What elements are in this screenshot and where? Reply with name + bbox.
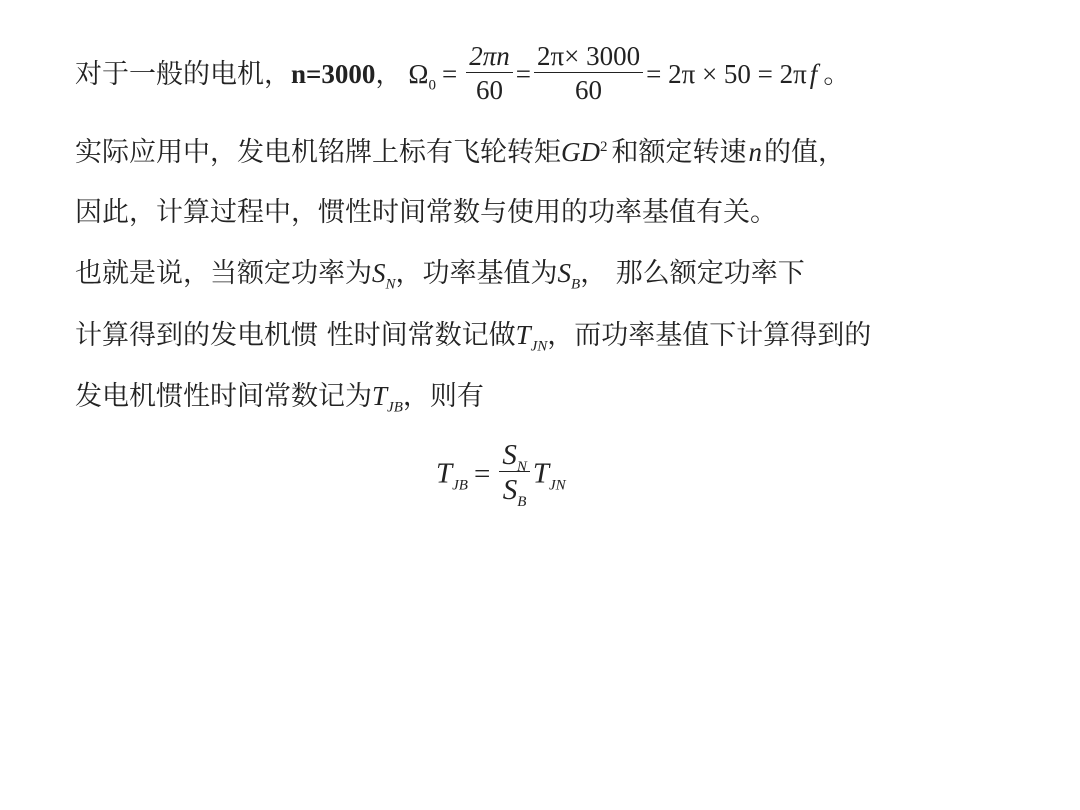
fraction-1-denominator: 60 xyxy=(475,75,503,105)
sb-symbol: S xyxy=(557,258,572,288)
tjn-subscript: JN xyxy=(530,338,548,355)
formula-numerator-subscript: N xyxy=(516,458,527,475)
tjn-symbol: T xyxy=(515,320,531,350)
formula-rhs: T xyxy=(532,457,549,490)
line3-text: 因此，计算过程中，惯性时间常数与使用的功率基值有关。 xyxy=(75,197,777,228)
line4-text-b: ，功率基值为 xyxy=(395,258,558,289)
inertia-formula xyxy=(436,440,566,509)
speed-symbol: n xyxy=(748,137,762,167)
tjb-symbol: T xyxy=(372,381,388,411)
line1-n-value: n=3000 xyxy=(291,59,376,89)
fraction-1-numerator: 2πn xyxy=(466,40,513,73)
line4-text-c: ， 那么额定功率下 xyxy=(580,258,805,289)
formula-fraction xyxy=(499,438,530,510)
formula-equals: = xyxy=(473,457,491,490)
equals-sign: = xyxy=(441,59,458,89)
line6-text-a: 发电机惯性时间常数记为 xyxy=(75,381,372,412)
line5-text-a: 计算得到的发电机惯 性时间常数记做 xyxy=(75,320,516,351)
fraction-2 xyxy=(534,40,643,107)
fraction-2-denominator: 60 xyxy=(575,75,603,105)
text-line-2 xyxy=(75,135,845,170)
fraction-2-numerator: 2π× 3000 xyxy=(534,40,643,73)
formula-rhs-subscript: JN xyxy=(548,477,566,494)
text-line-1 xyxy=(75,42,850,109)
sn-symbol: S xyxy=(372,258,386,288)
gd-superscript: 2 xyxy=(600,139,608,155)
sn-subscript: N xyxy=(385,276,396,293)
equals-sign-2: = xyxy=(515,59,531,89)
line4-text-a: 也就是说，当额定功率为 xyxy=(75,258,372,289)
omega-subscript: 0 xyxy=(428,77,436,94)
omega-symbol: Ω xyxy=(408,59,429,89)
line2-text-a: 实际应用中，发电机铭牌上标有飞轮转矩 xyxy=(75,137,561,168)
line2-text-c: 的值， xyxy=(764,137,845,168)
line1-end: 。 xyxy=(823,59,851,90)
formula-denominator-symbol: S xyxy=(502,474,518,506)
formula-numerator-symbol: S xyxy=(502,439,517,471)
line6-text-b: ，则有 xyxy=(402,381,484,412)
line1-comma: ， xyxy=(375,59,403,90)
formula-denominator xyxy=(499,472,530,510)
line5-text-b: ，而功率基值下计算得到的 xyxy=(547,320,872,351)
formula-lhs: T xyxy=(436,457,453,490)
text-line-4 xyxy=(75,256,805,291)
rhs-expression: = 2π × 50 = 2π xyxy=(646,59,807,89)
text-line-5 xyxy=(75,318,871,353)
text-line-3 xyxy=(75,196,777,230)
text-line-6 xyxy=(75,379,484,414)
line1-text: 对于一般的电机， xyxy=(75,59,291,90)
frequency-symbol: f xyxy=(809,59,818,89)
fraction-1 xyxy=(466,40,513,107)
gd-symbol: GD xyxy=(561,137,600,167)
formula-numerator xyxy=(499,438,530,475)
sb-subscript: B xyxy=(571,276,581,293)
formula-lhs-subscript: JB xyxy=(452,477,468,494)
formula-denominator-subscript: B xyxy=(517,493,527,510)
tjb-subscript: JB xyxy=(387,399,403,416)
line2-text-b: 和额定转速 xyxy=(611,137,747,168)
